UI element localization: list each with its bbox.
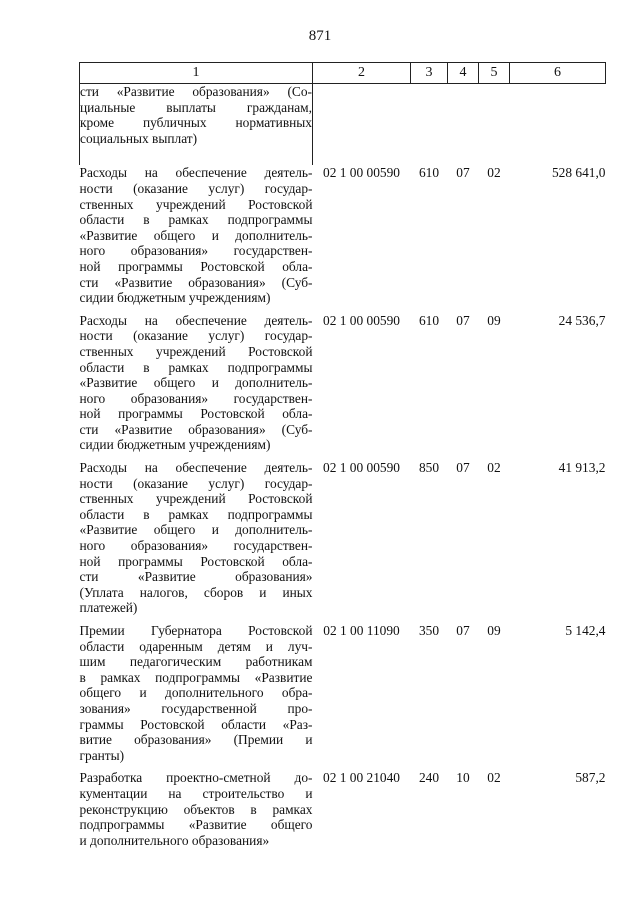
- description-line: области одаренным детям и луч-: [79, 638, 313, 654]
- description-line: сти «Развитие образования»: [79, 569, 313, 585]
- description-line: Разработка проектно-сметной до-: [79, 770, 313, 786]
- column-header-4: 4: [448, 63, 479, 84]
- amount-value: 587,2: [575, 770, 606, 786]
- column-header-5: 5: [479, 63, 510, 84]
- description-line: ного образования» государствен-: [79, 390, 313, 406]
- row-description: [80, 623, 313, 770]
- description-line: ности (оказание услуг) государ-: [79, 475, 313, 491]
- description-line: подпрограммы «Развитие общего: [79, 817, 313, 833]
- amount-value: 41 913,2: [558, 460, 606, 476]
- subsection-code: [479, 84, 510, 166]
- table-row: [80, 313, 606, 460]
- description-line: сти «Развитие образования» (Суб-: [79, 421, 313, 437]
- description-line: области в рамках подпрограммы: [79, 212, 313, 228]
- subsection-code: 02: [487, 460, 501, 476]
- table-row: [80, 84, 606, 166]
- target-article-code: 02 1 00 00590: [323, 312, 400, 328]
- expense-type-code: 610: [418, 312, 440, 328]
- description-line: в рамках подпрограммы «Развитие: [79, 669, 313, 685]
- amount-value: 24 536,7: [558, 312, 606, 328]
- description-line: ственных учреждений Ростовской: [79, 343, 313, 359]
- description-line: Расходы на обеспечение деятель-: [79, 312, 313, 328]
- description-line: «Развитие общего и дополнитель-: [79, 227, 313, 243]
- column-header-2: 2: [313, 63, 411, 84]
- subsection-code: 02: [487, 770, 501, 786]
- description-line: Расходы на обеспечение деятель-: [79, 460, 313, 476]
- amount-value: 5 142,4: [565, 623, 606, 638]
- description-line: платежей): [79, 600, 138, 616]
- description-line: области в рамках подпрограммы: [79, 506, 313, 522]
- amount-value: [510, 84, 606, 166]
- description-line: сидии бюджетным учреждениям): [79, 437, 271, 453]
- description-line: зования» государственной про-: [79, 700, 313, 716]
- table-header: [80, 63, 606, 84]
- row-description: [80, 84, 313, 166]
- description-line: Расходы на обеспечение деятель-: [79, 165, 313, 181]
- description-line: ной программы Ростовской обла-: [79, 406, 313, 422]
- target-article-code: 02 1 00 00590: [323, 165, 400, 181]
- row-description: [80, 313, 313, 460]
- page-number: 871: [308, 28, 332, 44]
- section-code: 10: [456, 770, 470, 786]
- table-row: [80, 623, 606, 770]
- expense-type-code: 240: [418, 770, 440, 786]
- description-line: сидии бюджетным учреждениям): [79, 290, 271, 306]
- section-code: 07: [456, 623, 470, 638]
- section-code: 07: [456, 312, 470, 328]
- row-description: [80, 770, 313, 855]
- target-article-code: 02 1 00 11090: [323, 623, 400, 638]
- description-line: (Уплата налогов, сборов и иных: [79, 584, 313, 600]
- description-line: реконструкцию объектов в рамках: [79, 801, 313, 817]
- description-line: гранты): [79, 747, 125, 763]
- description-line: ного образования» государствен-: [79, 243, 313, 259]
- target-article-code: [313, 84, 411, 166]
- description-line: области в рамках подпрограммы: [79, 359, 313, 375]
- budget-table: [79, 62, 606, 855]
- expense-type-code: 850: [418, 460, 440, 476]
- table-row: [80, 165, 606, 312]
- row-description: [80, 165, 313, 312]
- description-line: ного образования» государствен-: [79, 538, 313, 554]
- section-code: 07: [456, 460, 470, 476]
- description-line: кроме публичных нормативных: [80, 115, 312, 131]
- description-line: сти «Развитие образования» (Суб-: [79, 274, 313, 290]
- table-row: [80, 460, 606, 623]
- expense-type-code: [411, 84, 448, 166]
- table-body: [80, 84, 606, 856]
- amount-value: 528 641,0: [551, 165, 606, 181]
- target-article-code: 02 1 00 00590: [323, 460, 400, 476]
- expense-type-code: 610: [418, 165, 440, 181]
- description-line: «Развитие общего и дополнитель-: [79, 522, 313, 538]
- description-line: витие образования» (Премии и: [79, 732, 313, 748]
- description-line: и дополнительного образования»: [79, 832, 270, 848]
- description-line: граммы Ростовской области «Раз-: [79, 716, 313, 732]
- description-line: «Развитие общего и дополнитель-: [79, 375, 313, 391]
- description-line: сти «Развитие образования» (Со-: [80, 84, 312, 99]
- column-header-3: 3: [411, 63, 448, 84]
- description-line: ственных учреждений Ростовской: [79, 196, 313, 212]
- description-line: социальных выплат): [80, 130, 198, 146]
- section-code: [448, 84, 479, 166]
- section-code: 07: [456, 165, 470, 181]
- subsection-code: 09: [487, 623, 501, 638]
- description-line: ственных учреждений Ростовской: [79, 491, 313, 507]
- column-header-1: 1: [80, 63, 313, 84]
- subsection-code: 09: [487, 312, 501, 328]
- description-line: Премии Губернатора Ростовской: [79, 623, 313, 638]
- subsection-code: 02: [487, 165, 501, 181]
- expense-type-code: 350: [418, 623, 440, 638]
- description-line: кументации на строительство и: [79, 785, 313, 801]
- column-header-6: 6: [510, 63, 606, 84]
- description-line: ной программы Ростовской обла-: [79, 553, 313, 569]
- description-line: ности (оказание услуг) государ-: [79, 180, 313, 196]
- row-description: [80, 460, 313, 623]
- description-line: ности (оказание услуг) государ-: [79, 328, 313, 344]
- table-row: [80, 770, 606, 855]
- description-line: шим педагогическим работникам: [79, 654, 313, 670]
- description-line: ной программы Ростовской обла-: [79, 258, 313, 274]
- target-article-code: 02 1 00 21040: [323, 770, 400, 786]
- description-line: циальные выплаты гражданам,: [80, 99, 312, 115]
- description-line: общего и дополнительного обра-: [79, 685, 313, 701]
